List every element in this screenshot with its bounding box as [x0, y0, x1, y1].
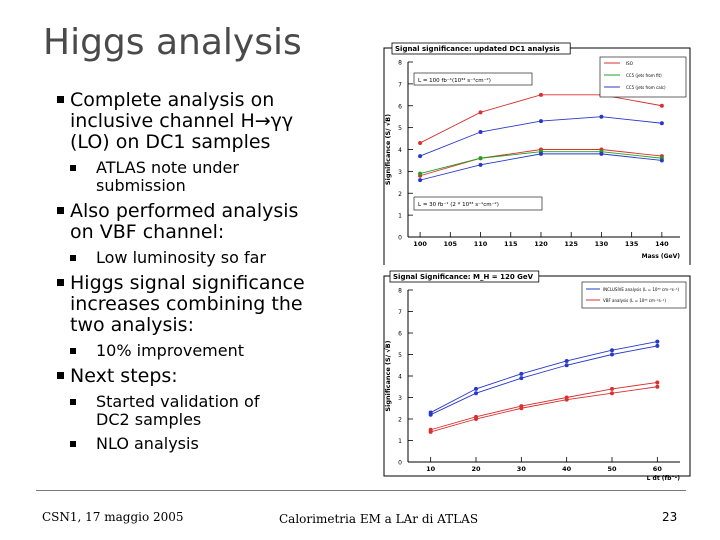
data-point	[474, 391, 478, 395]
sub-bullet-marker	[70, 348, 76, 354]
data-point	[539, 119, 543, 123]
footer-date: CSN1, 17 maggio 2005	[42, 510, 184, 524]
y-tick-label: 8	[398, 287, 402, 295]
y-tick-label: 1	[398, 212, 402, 220]
legend-label: CC5 (jets from fit)	[626, 73, 662, 78]
bullet-2	[40, 201, 350, 243]
data-point	[610, 348, 614, 352]
sub-bullet-4-2-line1: NLO analysis	[96, 434, 199, 453]
legend-box	[582, 282, 686, 308]
data-point	[610, 353, 614, 357]
sub-bullet-marker	[70, 255, 76, 261]
data-point	[539, 152, 543, 156]
data-point	[599, 115, 603, 119]
legend-label: ISO	[626, 61, 633, 66]
legend-label: CC5 (jets from calc)	[626, 85, 666, 90]
bullet-marker	[57, 96, 64, 103]
sub-bullet-marker	[70, 165, 76, 171]
x-axis-label: L dt (fb⁻¹)	[646, 475, 680, 482]
data-point	[479, 156, 483, 160]
data-point	[519, 406, 523, 410]
data-point	[655, 385, 659, 389]
sub-bullet-4-2	[40, 435, 350, 453]
data-point	[479, 163, 483, 167]
annotation-label: L = 30 fb⁻¹ (2 * 10³³ s⁻¹cm⁻²)	[418, 202, 499, 208]
sub-bullet-marker	[70, 441, 76, 447]
legend-label: INCLUSIVE analysis (L = 10³³ cm⁻²s⁻¹)	[603, 287, 680, 292]
bullet-marker	[57, 207, 64, 214]
data-point	[565, 359, 569, 363]
sub-bullet-3-1	[40, 342, 350, 360]
footer-divider	[36, 490, 686, 491]
bullet-1-line1: Complete analysis on	[70, 89, 275, 111]
data-point	[519, 376, 523, 380]
bullet-3-line1: Higgs signal significance	[70, 272, 305, 294]
sub-bullet-3-1-line1: 10% improvement	[96, 341, 245, 360]
data-point	[655, 340, 659, 344]
y-tick-label: 5	[398, 352, 402, 359]
sub-bullet-1-1-line1: ATLAS note under	[96, 158, 239, 177]
x-tick-label: 10	[426, 465, 436, 473]
bullet-marker	[57, 279, 64, 286]
x-tick-label: 20	[471, 465, 481, 473]
data-point	[660, 104, 664, 108]
x-tick-label: 30	[516, 465, 526, 473]
y-tick-label: 8	[398, 59, 402, 67]
y-tick-label: 7	[398, 81, 402, 89]
sub-bullet-2-1-line1: Low luminosity so far	[96, 248, 266, 267]
data-point	[418, 172, 422, 176]
x-tick-label: 140	[655, 240, 669, 248]
bullet-1	[40, 90, 350, 153]
y-tick-label: 0	[398, 459, 402, 467]
data-point	[610, 387, 614, 391]
significance-vs-mass-chart	[362, 40, 692, 265]
data-point	[599, 152, 603, 156]
bullet-3-line2: increases combining the	[70, 293, 303, 315]
y-tick-label: 6	[398, 330, 402, 338]
annotation-label: L = 100 fb⁻¹(10³⁴ s⁻¹cm⁻²)	[418, 78, 491, 84]
data-point	[418, 178, 422, 182]
x-tick-label: 110	[473, 240, 488, 248]
bullet-1-line3: (LO) on DC1 samples	[70, 131, 271, 153]
legend-label: VBF analysis (L = 10³³ cm⁻²s⁻¹)	[603, 298, 666, 303]
y-tick-label: 2	[398, 416, 402, 424]
y-axis-label: Significance (S/ √B)	[384, 113, 392, 186]
y-tick-label: 4	[398, 373, 402, 381]
bullet-2-line2: on VBF channel:	[70, 221, 225, 243]
bullet-3-line3: two analysis:	[70, 314, 194, 336]
page-number: 23	[662, 510, 678, 524]
data-point	[519, 372, 523, 376]
x-tick-label: 100	[413, 240, 427, 248]
data-point	[429, 430, 433, 434]
data-point	[660, 121, 664, 125]
chart-title: Signal Significance: M_H = 120 GeV	[393, 273, 534, 281]
sub-bullet-marker	[70, 399, 76, 405]
x-tick-label: 125	[564, 240, 578, 248]
y-axis-label: Significance (S/ √B)	[384, 340, 392, 412]
sub-bullet-2-1	[40, 249, 350, 267]
y-tick-label: 6	[398, 103, 402, 111]
data-point	[474, 417, 478, 421]
data-point	[418, 141, 422, 145]
x-axis-label: Mass (GeV)	[641, 253, 680, 260]
sub-bullet-1-1	[40, 159, 350, 195]
bullet-1-line2: inclusive channel H→γγ	[70, 110, 294, 132]
bullet-2-line1: Also performed analysis	[70, 200, 299, 222]
bullet-3	[40, 273, 350, 336]
y-tick-label: 2	[398, 190, 402, 198]
data-point	[610, 391, 614, 395]
bullet-list	[40, 90, 350, 459]
x-tick-label: 50	[607, 465, 617, 473]
data-point	[429, 413, 433, 417]
x-tick-label: 60	[652, 465, 662, 473]
y-tick-label: 7	[398, 309, 402, 316]
y-tick-label: 3	[398, 168, 402, 176]
sub-bullet-4-1-line2: DC2 samples	[96, 410, 202, 429]
sub-bullet-4-1-line1: Started validation of	[96, 392, 260, 411]
data-point	[565, 398, 569, 402]
bullet-4-line1: Next steps:	[70, 365, 178, 387]
data-point	[660, 158, 664, 162]
significance-vs-luminosity-chart	[362, 268, 692, 483]
x-tick-label: 40	[562, 465, 572, 473]
x-tick-label: 130	[594, 240, 609, 248]
data-point	[474, 387, 478, 391]
y-tick-label: 0	[398, 234, 402, 242]
sub-bullet-4-1	[40, 393, 350, 429]
data-point	[539, 93, 543, 97]
bullet-4	[40, 366, 350, 387]
x-tick-label: 105	[443, 240, 458, 248]
sub-bullet-1-1-line2: submission	[96, 176, 186, 195]
y-tick-label: 1	[398, 438, 402, 445]
data-point	[655, 344, 659, 348]
bullet-marker	[57, 372, 64, 379]
data-point	[479, 130, 483, 134]
x-tick-label: 115	[503, 240, 518, 248]
data-point	[565, 363, 569, 367]
slide-title: Higgs analysis	[43, 22, 302, 63]
chart-title: Signal significance: updated DC1 analysis	[395, 45, 560, 53]
y-tick-label: 4	[398, 147, 402, 154]
x-tick-label: 135	[624, 240, 639, 248]
data-point	[655, 380, 659, 384]
data-point	[479, 110, 483, 114]
x-tick-label: 120	[534, 240, 548, 248]
footer-center: Calorimetria EM a LAr di ATLAS	[279, 512, 479, 526]
y-tick-label: 5	[398, 125, 402, 133]
data-point	[418, 154, 422, 158]
y-tick-label: 3	[398, 395, 402, 402]
